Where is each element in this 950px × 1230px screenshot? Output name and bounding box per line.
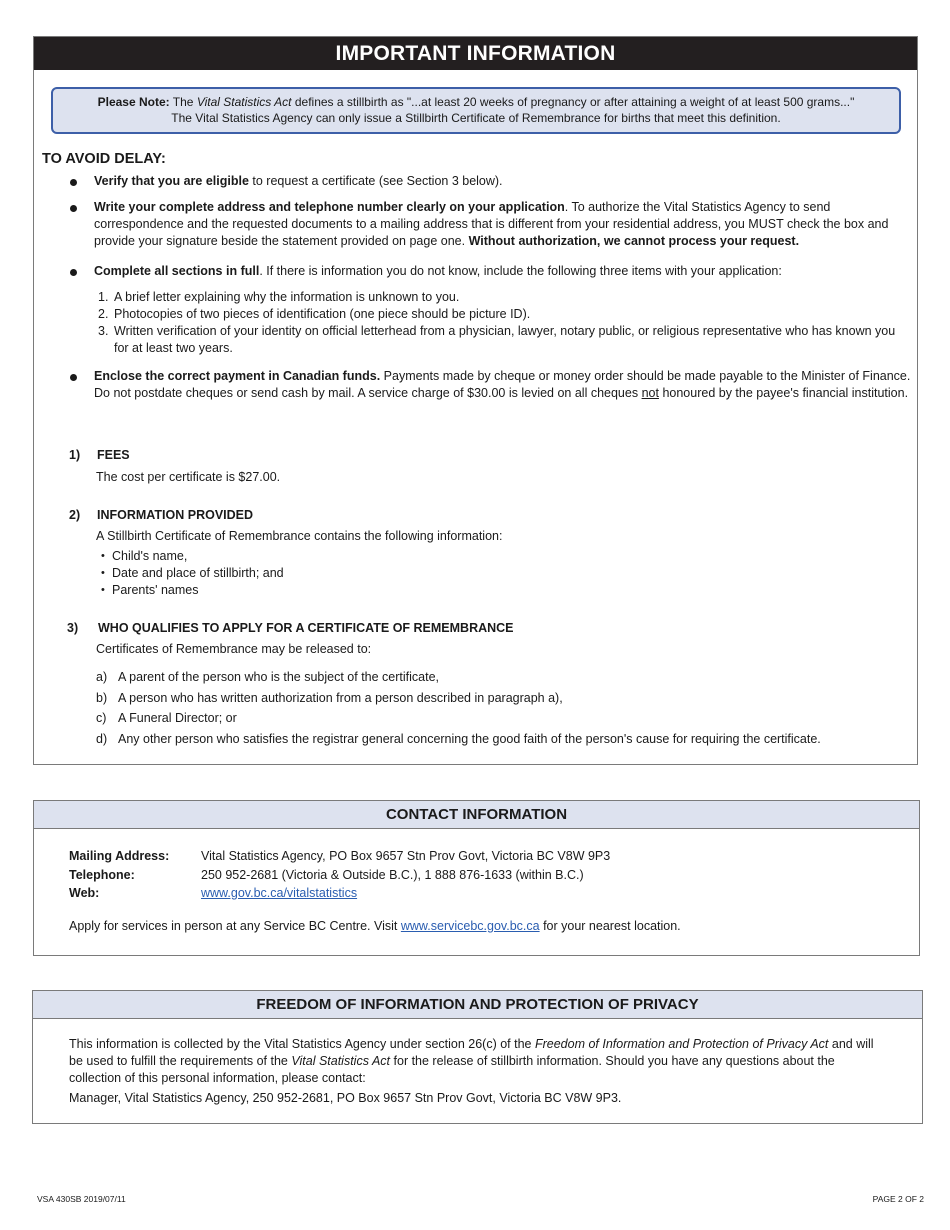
bullet-dot-icon (70, 374, 77, 381)
foi-privacy-section (32, 990, 923, 1124)
information-list (100, 548, 284, 599)
note-line-1: Please Note: The Vital Statistics Act defines a stillbirth as "...at least 20 weeks of pregnancy or after attaining a weight of at least 500 grams..." (97, 95, 855, 109)
who-qualifies-intro: Certificates of Remembrance may be released to: (96, 642, 372, 656)
telephone-value: 250 952-2681 (Victoria & Outside B.C.), 1 888 876-1633 (within B.C.) (201, 868, 584, 882)
list-item: c) A Funeral Director; or (96, 711, 237, 726)
foi-heading: FREEDOM OF INFORMATION AND PROTECTION OF PRIVACY (33, 991, 922, 1019)
qualifies-list (96, 669, 896, 751)
who-qualifies-heading: 3) WHO QUALIFIES TO APPLY FOR A CERTIFICATE OF REMEMBRANCE (67, 621, 514, 635)
bullet-dot-icon (70, 269, 77, 276)
list-item: 1. A brief letter explaining why the information is unknown to you. (98, 290, 460, 304)
note-line-2: The Vital Statistics Agency can only issue a Stillbirth Certificate of Remembrance for births that meet this definition. (171, 111, 781, 125)
bullet-dot-icon (70, 179, 77, 186)
fees-text: The cost per certificate is $27.00. (96, 470, 281, 484)
bullet-dot-icon: • (101, 550, 105, 562)
contact-heading: CONTACT INFORMATION (34, 801, 919, 829)
bullet-dot-icon: • (101, 567, 105, 579)
avoid-delay-heading: TO AVOID DELAY: (42, 151, 166, 167)
servicebc-link[interactable]: www.servicebc.gov.bc.ca (400, 919, 540, 933)
important-information-section: IMPORTANT INFORMATION Please Note: The Vital Statistics Act defines a stillbirth as "...at least 20 weeks of pregnancy or after attaining a weight of at least 500 grams..." The Vital Statistics Agency can only issue a Stillbirth Certificate of Remembrance for births that meet this definition. TO AVOID DELAY: Verify that you are eligible to request a certificate (see Section 3 below). Write your complete address and telephone number clearly on your application. To authorize the Vital Statistics Agency to send correspondence and the requested documents to a mailing address that is different from your residential address, you MUST check the box and provide your signature beside the statement provided on page one. Without authorization, we cannot process your request. Complete all sections in full. If there is information you do not know, include the following three items with your application: 1. A brief letter explaining why the information is unknown to you. 2. Photocopies of two pieces of identification (one piece should be picture ID). 3. Written verification of your identity on official letterhead from a physician, lawyer, notary public, or religious representative who has known you for at least two years. Enclose the correct payment in Canadian funds. Payments made by cheque or money order should be made payable to the Minister of Finance. Do not postdate cheques or send cash by mail. A service charge of $30.00 is levied on all cheques not honoured by the payee's financial institution. 1) FEES The cost per certificate is $27.00. 2) INFORMATION PROVIDED A Stillbirth Certificate of Remembrance contains the following information: • Child's name, • Date and place of stillbirth; and • Parents' names 3) WHO QUALIFIES TO APPLY FOR A CERTIFICATE OF REMEMBRANCE Certificates of Remembrance may be released to: a) A parent of the person who is the subject of the certificate, b) A person who has written authorization from a person described in paragraph a), c) A Funeral Director; or d) Any other person who satisfies the registrar general concerning the good faith of the person's cause for requiring the certificate. (33, 36, 918, 765)
web-label: Web: (69, 886, 100, 900)
please-note-box (51, 87, 901, 134)
list-item: 3. Written verification of your identity on official letterhead from a physician, lawyer, notary public, or religious representative who has known you for at least two years. (98, 324, 896, 355)
list-item: a) A parent of the person who is the subject of the certificate, (96, 670, 440, 684)
list-item: • Parents' names (101, 583, 199, 597)
section-title: IMPORTANT INFORMATION (34, 37, 917, 70)
vital-statistics-web-link[interactable]: www.gov.bc.ca/vitalstatistics (201, 886, 358, 900)
list-item: d) Any other person who satisfies the registrar general concerning the good faith of the person's cause for requiring the certificate. (96, 731, 821, 746)
form-code: VSA 430SB 2019/07/11 (37, 1194, 126, 1204)
mailing-address-label: Mailing Address: (69, 849, 170, 863)
bullet-dot-icon: • (101, 584, 105, 596)
list-item: • Date and place of stillbirth; and (101, 566, 284, 580)
page-number: PAGE 2 OF 2 (872, 1194, 924, 1204)
contact-information-section (33, 800, 920, 956)
list-item: 2. Photocopies of two pieces of identification (one piece should be picture ID). (98, 307, 531, 321)
list-item: • Child's name, (101, 549, 188, 563)
mailing-address-value: Vital Statistics Agency, PO Box 9657 Stn Prov Govt, Victoria BC V8W 9P3 (201, 849, 611, 863)
foi-paragraph: This information is collected by the Vital Statistics Agency under section 26(c) of the Freedom of Information and Protection of Privacy Act and will be used to fulfill the requirements of the Vital Statistics Act for the release of stillbirth information. Should you have any questions about the collection of this personal information, please contact: Manager, Vital Statistics Agency, 250 952-2681, PO Box 9657 Stn Prov Govt, Victoria BC V8W 9P3. (69, 1036, 889, 1107)
act-name: Vital Statistics Act (196, 95, 292, 109)
fees-heading: 1) FEES (69, 448, 130, 462)
apply-in-person-text: Apply for services in person at any Service BC Centre. Visit www.servicebc.gov.bc.ca for your nearest location. (69, 919, 681, 933)
note-label: Please Note: (97, 95, 170, 109)
foi-contact: Manager, Vital Statistics Agency, 250 952-2681, PO Box 9657 Stn Prov Govt, Victoria BC V8W 9P3. (69, 1091, 622, 1105)
information-provided-intro: A Stillbirth Certificate of Remembrance contains the following information: (96, 529, 503, 543)
required-items-list (98, 289, 898, 357)
telephone-label: Telephone: (69, 868, 135, 882)
information-provided-heading: 2) INFORMATION PROVIDED (69, 508, 254, 522)
bullet-dot-icon (70, 205, 77, 212)
list-item: b) A person who has written authorization from a person described in paragraph a), (96, 690, 563, 705)
